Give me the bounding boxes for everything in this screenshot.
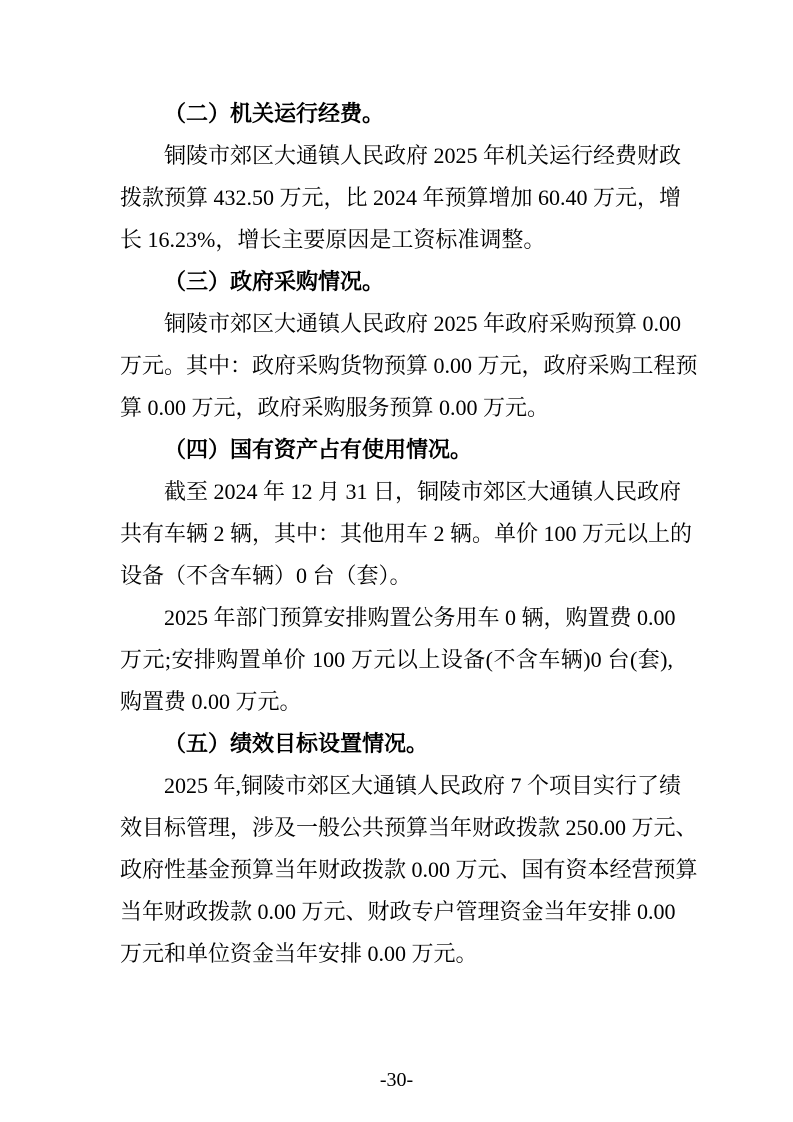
document-body xyxy=(120,93,698,975)
text-line: 截至 2024 年 12 月 31 日，铜陵市郊区大通镇人民政府 xyxy=(164,479,682,504)
text-line: 2025 年,铜陵市郊区大通镇人民政府 7 个项目实行了绩 xyxy=(164,773,682,798)
paragraph xyxy=(120,765,698,975)
text-line: 万元和单位资金当年安排 0.00 万元。 xyxy=(120,941,478,966)
text-line: 2025 年部门预算安排购置公务用车 0 辆，购置费 0.00 xyxy=(164,605,676,630)
text-line: 政府性基金预算当年财政拨款 0.00 万元、国有资本经营预算 xyxy=(120,857,698,882)
paragraph xyxy=(120,471,693,597)
section-heading: （四）国有资产占有使用情况。 xyxy=(164,437,473,462)
text-line: 效目标管理，涉及一般公共预算当年财政拨款 250.00 万元、 xyxy=(120,815,698,840)
section-heading: （五）绩效目标设置情况。 xyxy=(164,731,429,756)
paragraph xyxy=(120,303,698,429)
paragraph xyxy=(120,597,676,723)
text-line: 共有车辆 2 辆，其中：其他用车 2 辆。单价 100 万元以上的 xyxy=(120,521,693,546)
text-line: 长 16.23%，增长主要原因是工资标准调整。 xyxy=(120,227,546,252)
text-line: 万元。其中：政府采购货物预算 0.00 万元，政府采购工程预 xyxy=(120,353,698,378)
text-line: 设备（不含车辆）0 台（套）。 xyxy=(120,563,412,588)
section-heading: （二）机关运行经费。 xyxy=(164,101,385,126)
page-number: -30- xyxy=(379,1069,414,1091)
text-line: 拨款预算 432.50 万元，比 2024 年预算增加 60.40 万元，增 xyxy=(120,185,682,210)
paragraph xyxy=(120,135,682,261)
text-line: 铜陵市郊区大通镇人民政府 2025 年机关运行经费财政 xyxy=(164,143,682,168)
text-line: 当年财政拨款 0.00 万元、财政专户管理资金当年安排 0.00 xyxy=(120,899,676,924)
text-line: 购置费 0.00 万元。 xyxy=(120,689,302,714)
section-heading: （三）政府采购情况。 xyxy=(164,269,385,294)
text-line: 算 0.00 万元，政府采购服务预算 0.00 万元。 xyxy=(120,395,550,420)
text-line: 万元;安排购置单价 100 万元以上设备(不含车辆)0 台(套), xyxy=(120,647,673,672)
text-line: 铜陵市郊区大通镇人民政府 2025 年政府采购预算 0.00 xyxy=(164,311,682,336)
